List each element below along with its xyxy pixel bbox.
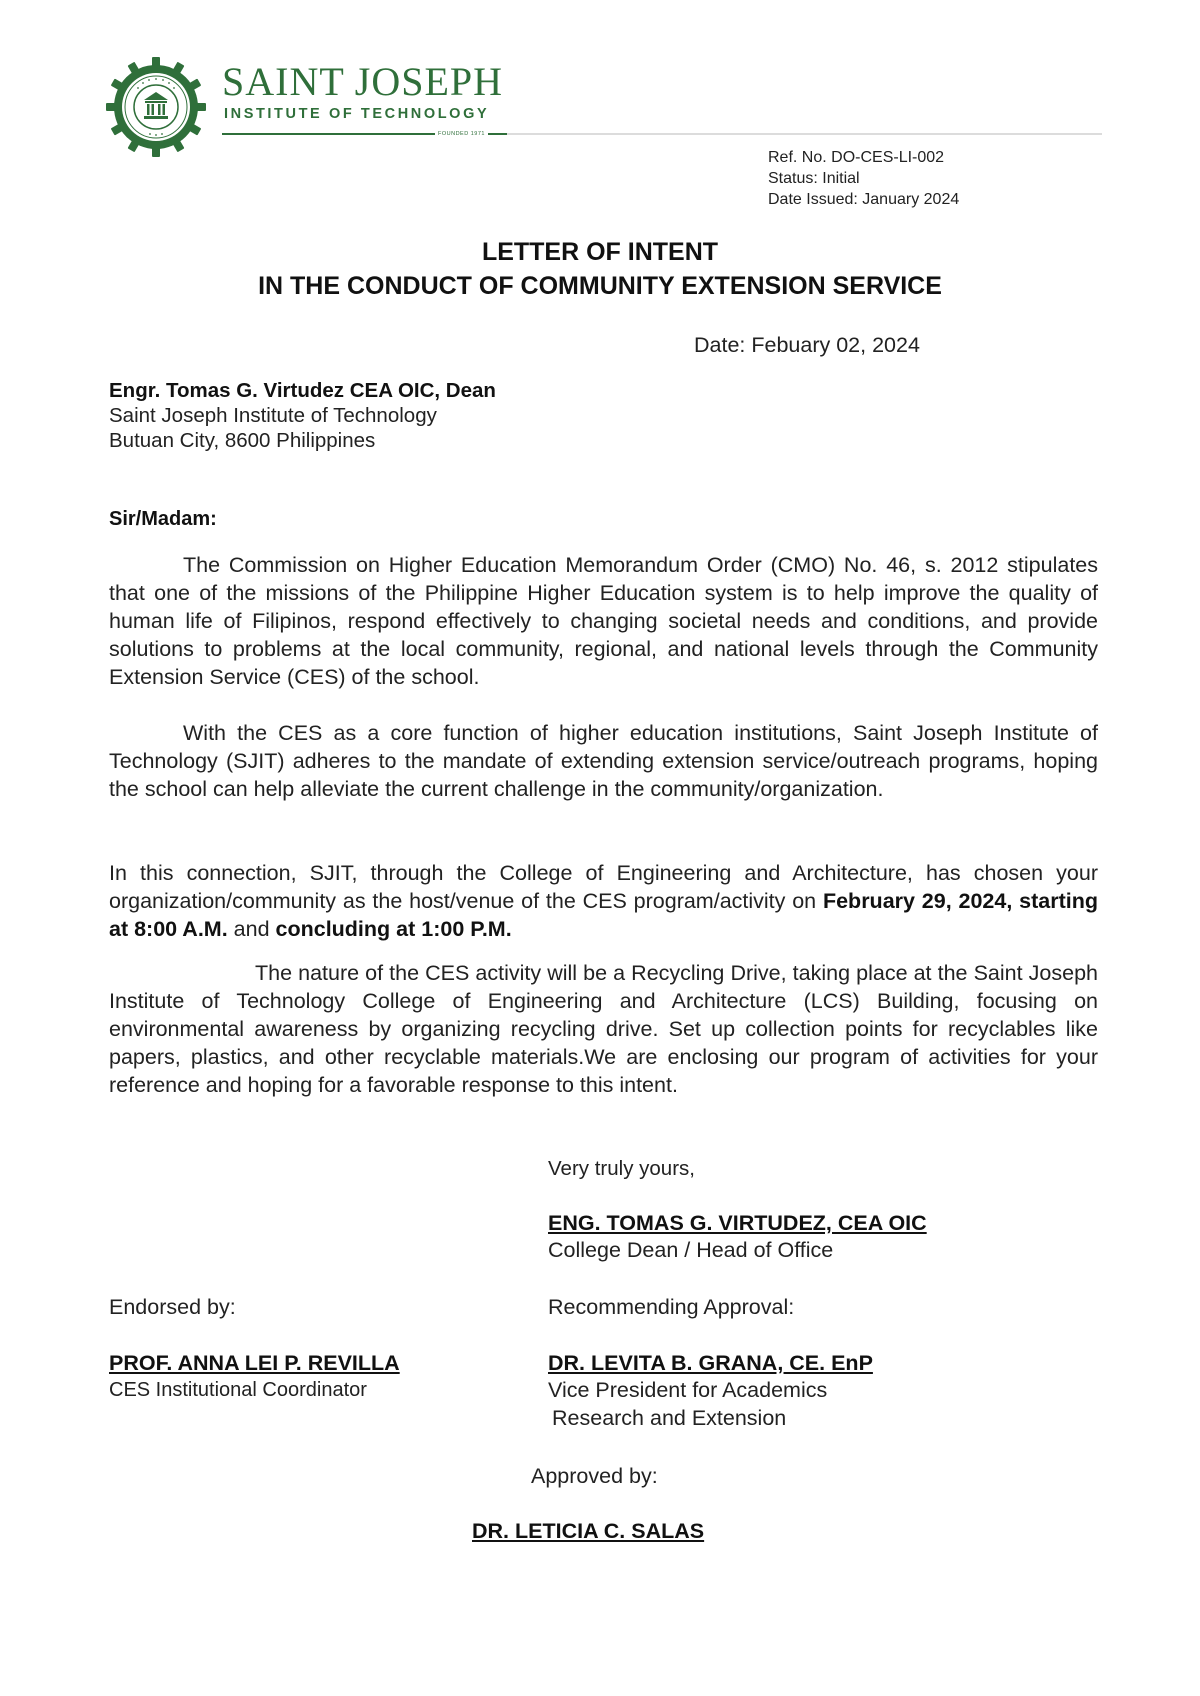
body-paragraph-2: [109, 719, 1098, 803]
institution-seal-logo: [106, 57, 206, 157]
recipient-block: [109, 378, 496, 453]
closing: Very truly yours,: [548, 1157, 695, 1180]
brand-name: [222, 59, 504, 104]
brand-name-first: SAINT: [222, 59, 345, 104]
body-paragraph-4-text: The nature of the CES activity will be a Recycling Drive, taking place at the Saint Joseph Institute of Technology College of Engineering and Architecture (LCS) Building, focusing on environmental awareness by organizing recycling drive. Set up collection points for recyclables like papers, plastics, and other recyclable materials.We are enclosing our program of activities for your reference and hoping for a favorable response to this intent.: [109, 961, 1098, 1097]
recipient-institution: Saint Joseph Institute of Technology: [109, 404, 437, 427]
ref-status: Status: Initial: [768, 170, 860, 187]
brand-name-second: JOSEPH: [354, 59, 504, 104]
salutation: Sir/Madam:: [109, 508, 217, 530]
activity-end-time: concluding at 1:00 P.M.: [275, 917, 512, 941]
ref-number: Ref. No. DO-CES-LI-002: [768, 149, 945, 166]
endorsed-signatory: [109, 1351, 400, 1404]
approved-label: Approved by:: [531, 1464, 658, 1488]
recommending-signatory-title-2: Research and Extension: [552, 1406, 787, 1430]
letter-title-line-2: IN THE CONDUCT OF COMMUNITY EXTENSION SERVICE: [258, 272, 942, 300]
main-signatory-name: ENG. TOMAS G. VIRTUDEZ, CEA OIC: [548, 1211, 927, 1235]
letter-date: Date: Febuary 02, 2024: [694, 333, 920, 357]
endorsed-signatory-title: CES Institutional Coordinator: [109, 1379, 367, 1401]
founded-label: FOUNDED 1971: [435, 130, 488, 138]
body-paragraph-4: [109, 959, 1098, 1099]
recommending-label: Recommending Approval:: [548, 1295, 795, 1319]
endorsed-signatory-name: PROF. ANNA LEI P. REVILLA: [109, 1351, 400, 1375]
recipient-name: Engr. Tomas G. Virtudez CEA OIC, Dean: [109, 379, 496, 402]
body-paragraph-3-and: and: [227, 917, 276, 941]
body-paragraph-3: [109, 859, 1098, 943]
endorsed-label: Endorsed by:: [109, 1295, 236, 1319]
main-signatory-title: College Dean / Head of Office: [548, 1238, 834, 1262]
reference-block: [768, 147, 959, 210]
brand-subtitle: INSTITUTE OF TECHNOLOGY: [224, 106, 490, 122]
ref-date-issued: Date Issued: January 2024: [768, 191, 960, 208]
body-paragraph-2-text: With the CES as a core function of higher education institutions, Saint Joseph Institute of Technology (SJIT) adheres to the mandate of extending extension service/outreach programs, hoping the school can help alleviate the current challenge in the community/organization.: [109, 721, 1098, 801]
header-rule: [222, 133, 1102, 135]
approved-signatory-name: DR. LETICIA C. SALAS: [472, 1519, 705, 1543]
recommending-signatory-name: DR. LEVITA B. GRANA, CE. EnP: [548, 1351, 873, 1375]
letter-title-line-1: LETTER OF INTENT: [481, 238, 719, 266]
body-paragraph-1-text: The Commission on Higher Education Memorandum Order (CMO) No. 46, s. 2012 stipulates that one of the missions of the Philippine Higher Education system is to help improve the quality of human life of Filipinos, respond effectively to changing societal needs and conditions, and provide solutions to problems at the local community, regional, and national levels through the Community Extension Service (CES) of the school.: [109, 553, 1098, 689]
recommending-signatory: [548, 1351, 873, 1432]
main-signatory: [548, 1211, 927, 1264]
recommending-signatory-title-1: Vice President for Academics: [548, 1378, 828, 1402]
activity-date: February 29, 2024, starting at 8:00 A.M.: [109, 889, 1098, 941]
body-paragraph-1: [109, 551, 1098, 691]
body-paragraph-3-lead: In this connection, SJIT, through the College of Engineering and Architecture, has chosen your organization/community as the host/venue of the CES program/activity on: [109, 861, 1098, 913]
recipient-address: Butuan City, 8600 Philippines: [109, 429, 376, 452]
